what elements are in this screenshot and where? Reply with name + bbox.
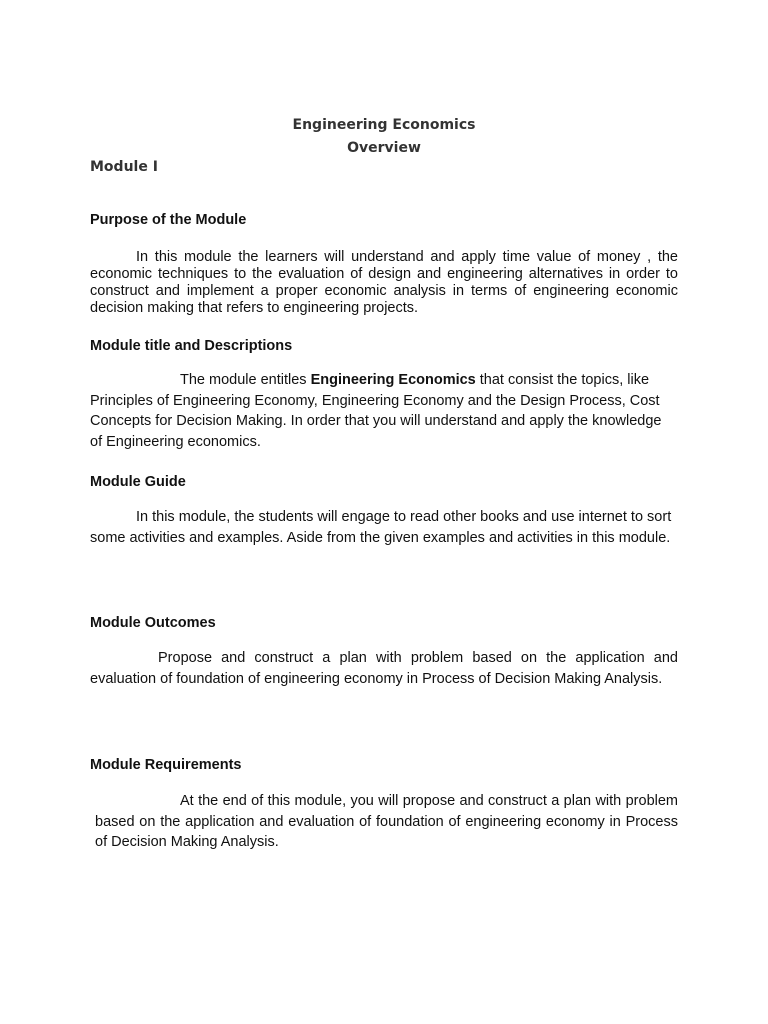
title-descriptions-heading: Module title and Descriptions xyxy=(90,338,293,354)
module-label: Module I xyxy=(90,159,158,175)
purpose-heading: Purpose of the Module xyxy=(90,212,247,228)
outcomes-heading: Module Outcomes xyxy=(90,615,216,631)
title-desc-bold-term: Engineering Economics xyxy=(310,372,476,388)
purpose-paragraph: In this module the learners will understand and apply time value of money , the economic techniques to the evaluation of design and engineering alternatives in order to construct and implement a proper economic analysis in terms of engineering economic decision making that refers to engineering projects. xyxy=(90,249,678,316)
document-subtitle: Overview xyxy=(347,140,421,156)
outcomes-paragraph: Propose and construct a plan with problem based on the application and evaluation of foundation of engineering economy in Process of Decision Making Analysis. xyxy=(90,650,678,687)
guide-paragraph: In this module, the students will engage to read other books and use internet to sort some activities and examples. Aside from the given examples and activities in this module. xyxy=(90,509,672,546)
title-descriptions-paragraph xyxy=(90,370,670,453)
requirements-paragraph: At the end of this module, you will propose and construct a plan with problem based on the application and evaluation of foundation of engineering economy in Process of Decision Making Analysis. xyxy=(95,793,678,851)
guide-heading: Module Guide xyxy=(90,474,186,490)
title-desc-text-end: that consist the topics, like Principles of Engineering Economy, Engineering Economy and the Design Process, Cost Concepts for Decision Making. In order that you will understand and apply the knowledge of Engineering economics. xyxy=(90,372,662,451)
title-desc-text-start: The module entitles xyxy=(180,372,311,388)
requirements-heading: Module Requirements xyxy=(90,757,242,773)
document-title: Engineering Economics xyxy=(292,117,476,133)
